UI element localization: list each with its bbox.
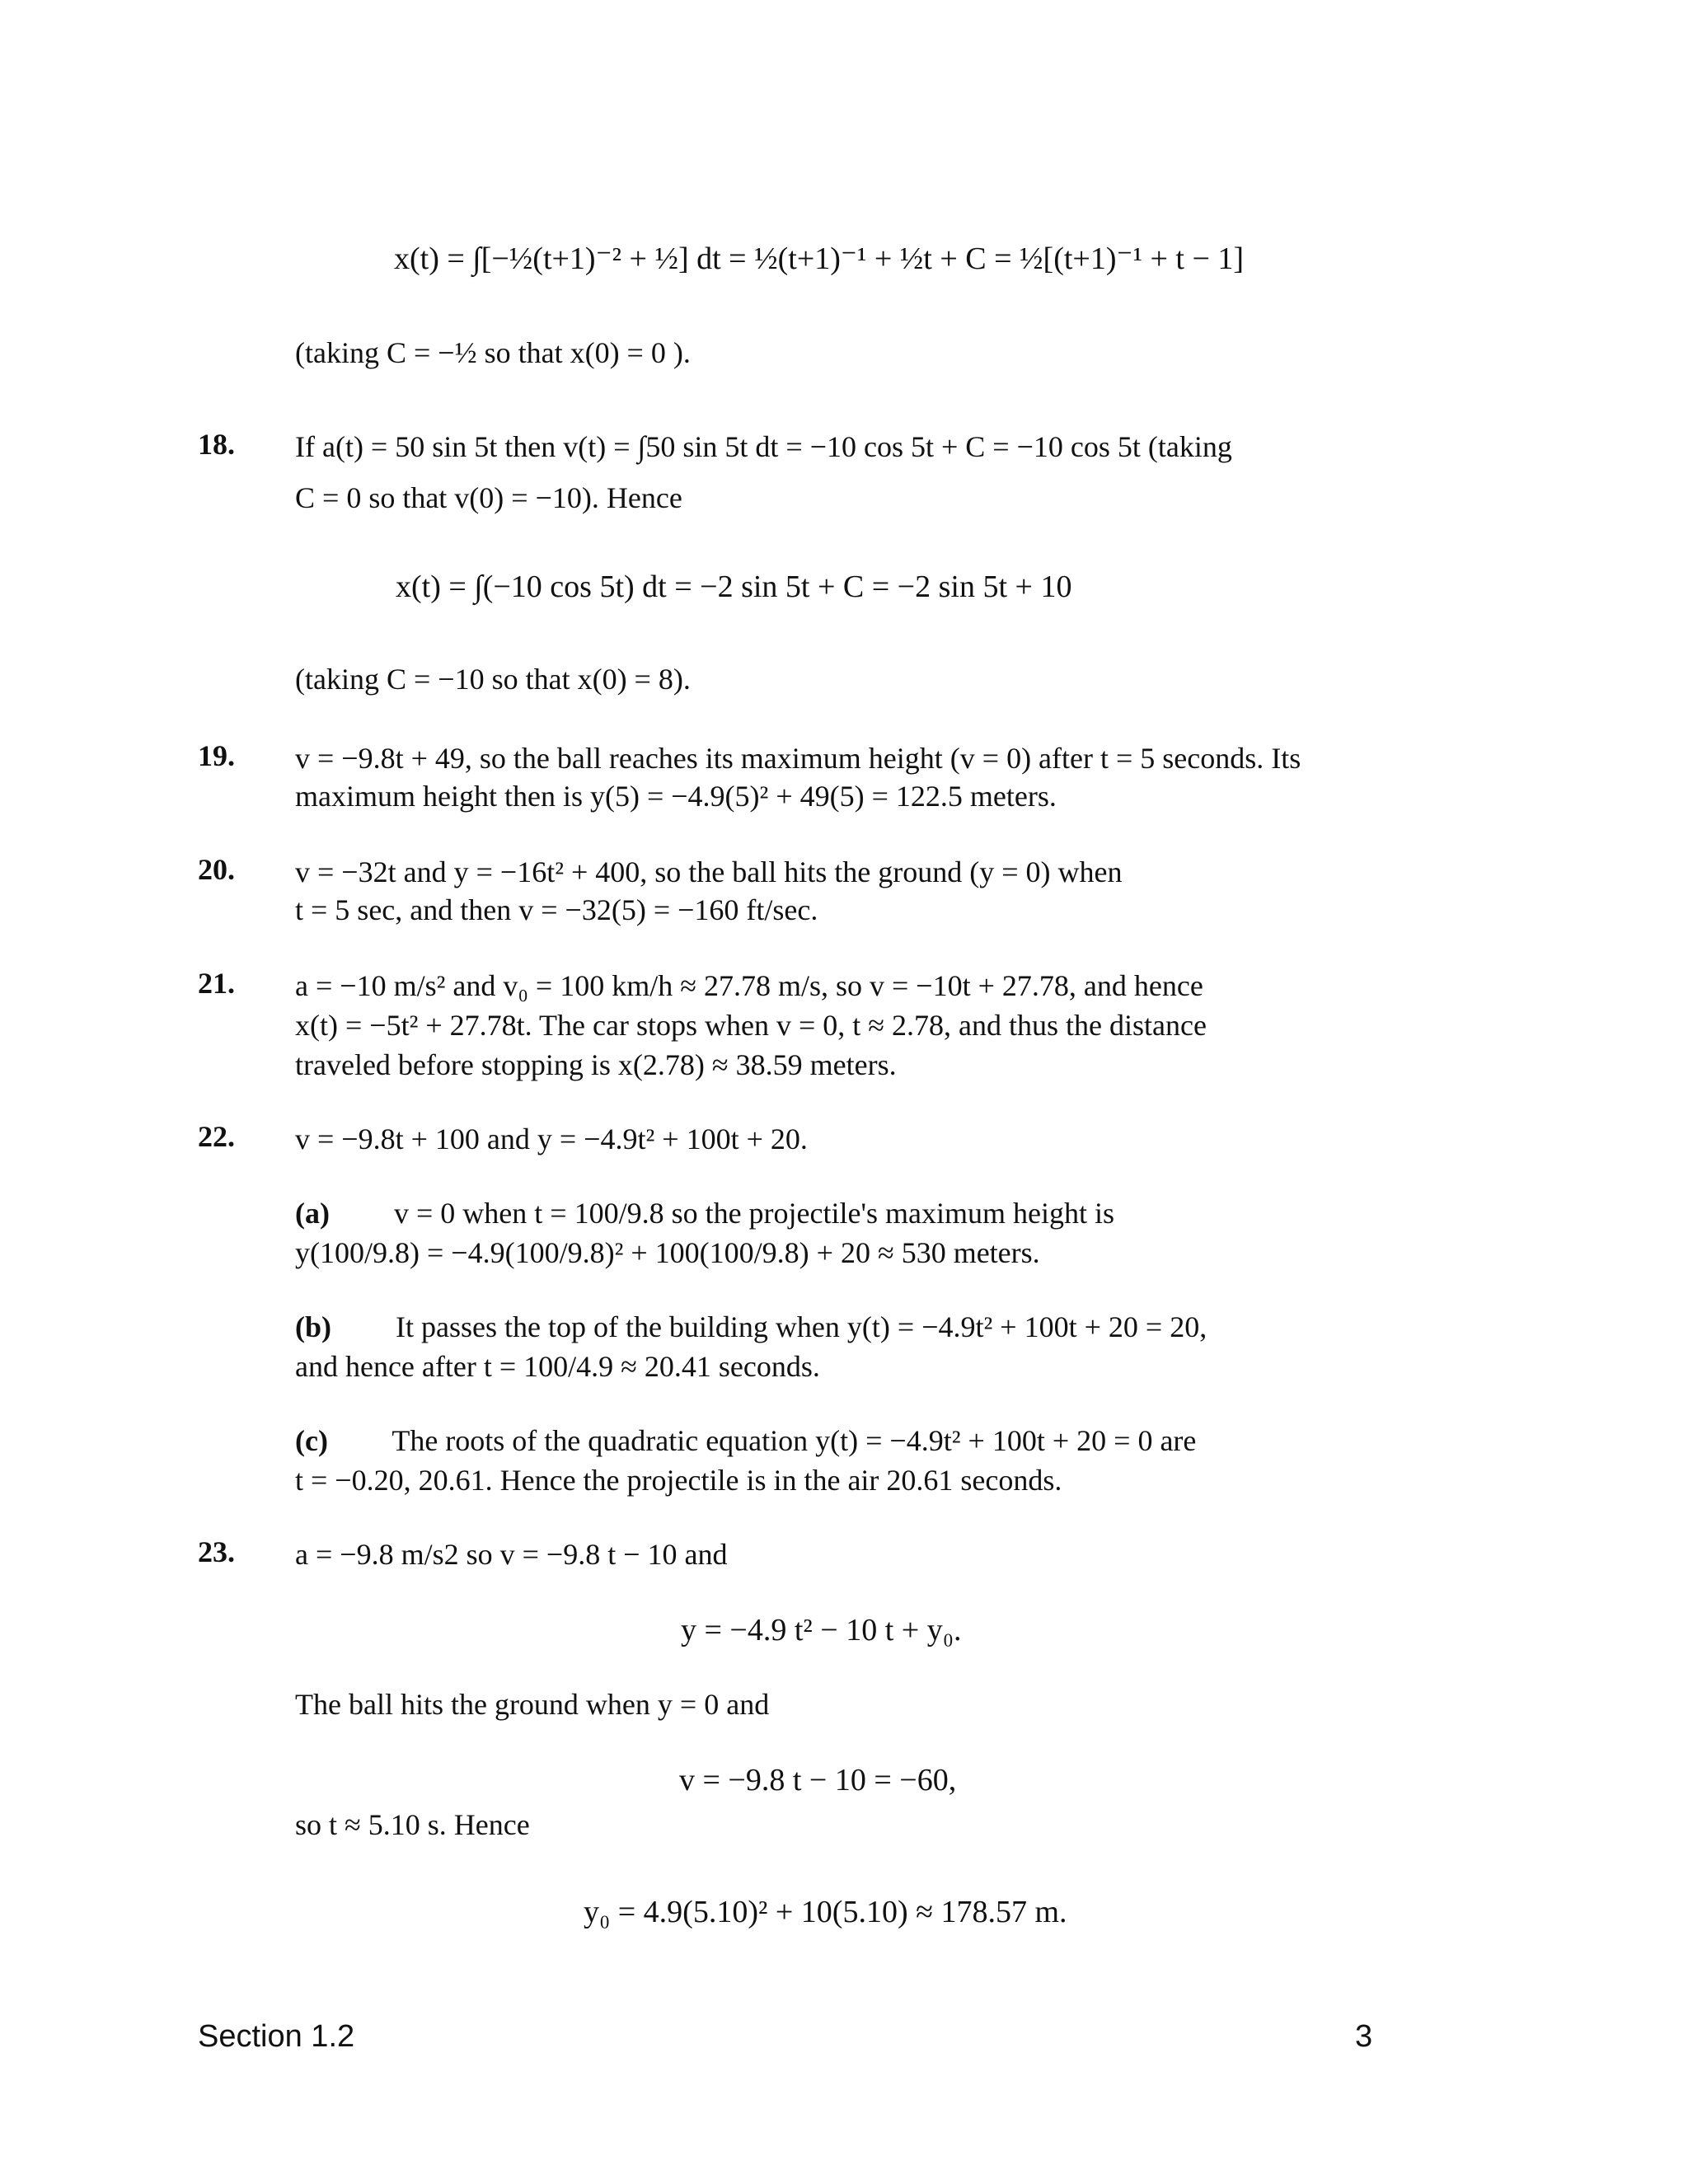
problem-number-18: 18. [198, 428, 235, 461]
text-18-line2: C = 0 so that v(0) = −10). Hence [295, 481, 682, 514]
page-number: 3 [1355, 2019, 1373, 2054]
text-20-line1: v = −32t and y = −16t² + 400, so the ball hits the ground (y = 0) when [295, 855, 1123, 888]
text-18-line1: If a(t) = 50 sin 5t then v(t) = ∫50 sin 5t dt = −10 cos 5t + C = −10 cos 5t (taking [295, 430, 1232, 463]
part-label-a: (a) [295, 1197, 330, 1230]
equation-23-velocity: v = −9.8 t − 10 = −60, [679, 1763, 957, 1797]
part-22b-line1 [295, 1307, 1207, 1347]
text-22-intro: v = −9.8t + 100 and y = −4.9t² + 100t + 20. [295, 1122, 808, 1155]
footer-section: Section 1.2 [198, 2019, 355, 2054]
note-17: (taking C = −½ so that x(0) = 0 ). [295, 336, 691, 369]
part-22a-line2: y(100/9.8) = −4.9(100/9.8)² + 100(100/9.8) + 20 ≈ 530 meters. [295, 1236, 1040, 1269]
text-21-line2: x(t) = −5t² + 27.78t. The car stops when v = 0, t ≈ 2.78, and thus the distance [295, 1009, 1207, 1042]
text-23-line3: so t ≈ 5.10 s. Hence [295, 1808, 530, 1841]
text-21-line1: a = −10 m/s² and v₀ = 100 km/h ≈ 27.78 m/s, so v = −10t + 27.78, and hence [295, 969, 1203, 1002]
text-23-line1: a = −9.8 m/s2 so v = −9.8 t − 10 and [295, 1538, 728, 1571]
text-19-line1: v = −9.8t + 49, so the ball reaches its maximum height (v = 0) after t = 5 seconds. Its [295, 742, 1301, 775]
equation-18-position: x(t) = ∫(−10 cos 5t) dt = −2 sin 5t + C = −2 sin 5t + 10 [396, 569, 1072, 604]
part-22b-text: It passes the top of the building when y(t) = −4.9t² + 100t + 20 = 20, [396, 1310, 1207, 1343]
problem-number-21: 21. [198, 967, 235, 1000]
part-22c-text: The roots of the quadratic equation y(t) = −4.9t² + 100t + 20 = 0 are [392, 1424, 1197, 1457]
text-19-line2: maximum height then is y(5) = −4.9(5)² + 49(5) = 122.5 meters. [295, 780, 1057, 813]
part-22c-line1 [295, 1421, 1196, 1460]
problem-number-20: 20. [198, 853, 235, 886]
equation-23-position: y = −4.9 t² − 10 t + y₀. [681, 1613, 962, 1647]
equation-23-initial-height: y₀ = 4.9(5.10)² + 10(5.10) ≈ 178.57 m. [584, 1895, 1067, 1929]
part-22a-text: v = 0 when t = 100/9.8 so the projectile's maximum height is [393, 1197, 1114, 1230]
part-label-b: (b) [295, 1310, 331, 1343]
problem-number-22: 22. [198, 1120, 235, 1153]
part-22c-line2: t = −0.20, 20.61. Hence the projectile is in the air 20.61 seconds. [295, 1464, 1062, 1497]
text-21-line3: traveled before stopping is x(2.78) ≈ 38.59 meters. [295, 1048, 897, 1081]
part-label-c: (c) [295, 1424, 328, 1457]
text-23-line2: The ball hits the ground when y = 0 and [295, 1688, 770, 1721]
note-18: (taking C = −10 so that x(0) = 8). [295, 663, 691, 696]
problem-number-23: 23. [198, 1535, 235, 1568]
equation-17-position: x(t) = ∫[−½(t+1)⁻² + ½] dt = ½(t+1)⁻¹ + ½t + C = ½[(t+1)⁻¹ + t − 1] [394, 241, 1245, 276]
part-22a-line1 [295, 1193, 1114, 1233]
text-20-line2: t = 5 sec, and then v = −32(5) = −160 ft/sec. [295, 893, 818, 926]
problem-number-19: 19. [198, 739, 235, 772]
part-22b-line2: and hence after t = 100/4.9 ≈ 20.41 seconds. [295, 1350, 820, 1383]
